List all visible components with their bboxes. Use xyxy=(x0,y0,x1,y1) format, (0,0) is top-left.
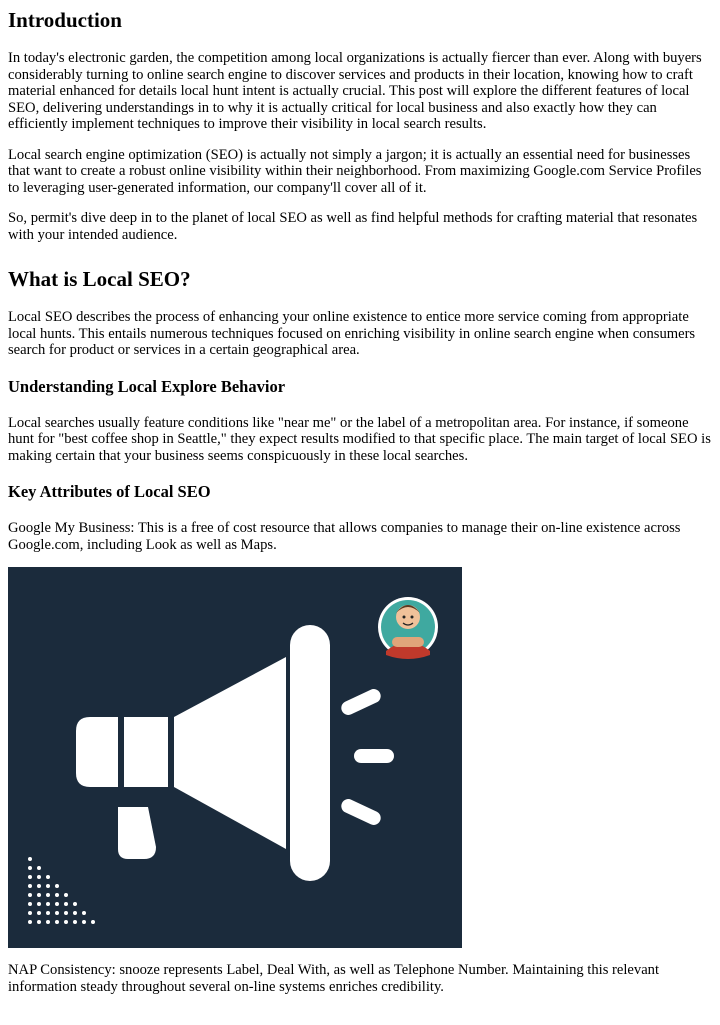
nap-consistency-paragraph: NAP Consistency: snooze represents Label, Deal With, as well as Telephone Number. Maintaining this relevant information steady throughout several on-line systems enriches credibility. xyxy=(8,962,660,995)
megaphone-icon xyxy=(8,567,462,948)
intro-paragraph-3: So, permit's dive deep in to the planet of local SEO as well as find helpful methods for crafting material that resonates with your intended audience. xyxy=(8,210,698,243)
search-behavior-heading: Understanding Local Explore Behavior xyxy=(8,376,286,396)
dot-pattern xyxy=(28,857,95,924)
avatar xyxy=(378,597,438,659)
megaphone-image xyxy=(8,567,462,948)
article xyxy=(0,8,720,995)
google-my-business-paragraph: Google My Business: This is a free of cost resource that allows companies to manage their on-line existence across Google.com, including Look as well as Maps. xyxy=(8,520,681,553)
intro-heading: Introduction xyxy=(8,8,122,32)
intro-paragraph-2: Local search engine optimization (SEO) is actually not simply a jargon; it is actually an essential need for businesses that want to create a robust online visibility within their neighborhood. From maximizing Google.com Service Profiles to leveraging user-generated information, our company'll cover all of it. xyxy=(8,146,702,196)
intro-paragraph-1: In today's electronic garden, the competition among local organizations is actually fiercer than ever. Along with buyers considerably turning to online search engine to discover services and products in their location, knowing how to craft material enhanced for details local hunt intent is actually crucial. This post will explore the different features of local SEO, delivering understandings in to why it is actually critical for local business and also exactly how they can efficiently implement techniques to improve their visibility in local search results. xyxy=(8,50,702,132)
what-is-local-seo-heading: What is Local SEO? xyxy=(8,267,191,291)
search-behavior-paragraph: Local searches usually feature conditions like "near me" or the label of a metropolitan area. For instance, if someone hunt for "best coffee shop in Seattle," they expect results modified to that specific place. The main target of local SEO is making certain that your business seems conspicuously in these local searches. xyxy=(8,414,711,464)
key-attributes-heading: Key Attributes of Local SEO xyxy=(8,482,211,501)
what-is-local-seo-paragraph: Local SEO describes the process of enhancing your online existence to entice more service coming from appropriate local hunts. This entails numerous techniques focused on enriching visibility in online search engine when consumers search for product or services in a certain geographical area. xyxy=(8,309,696,358)
